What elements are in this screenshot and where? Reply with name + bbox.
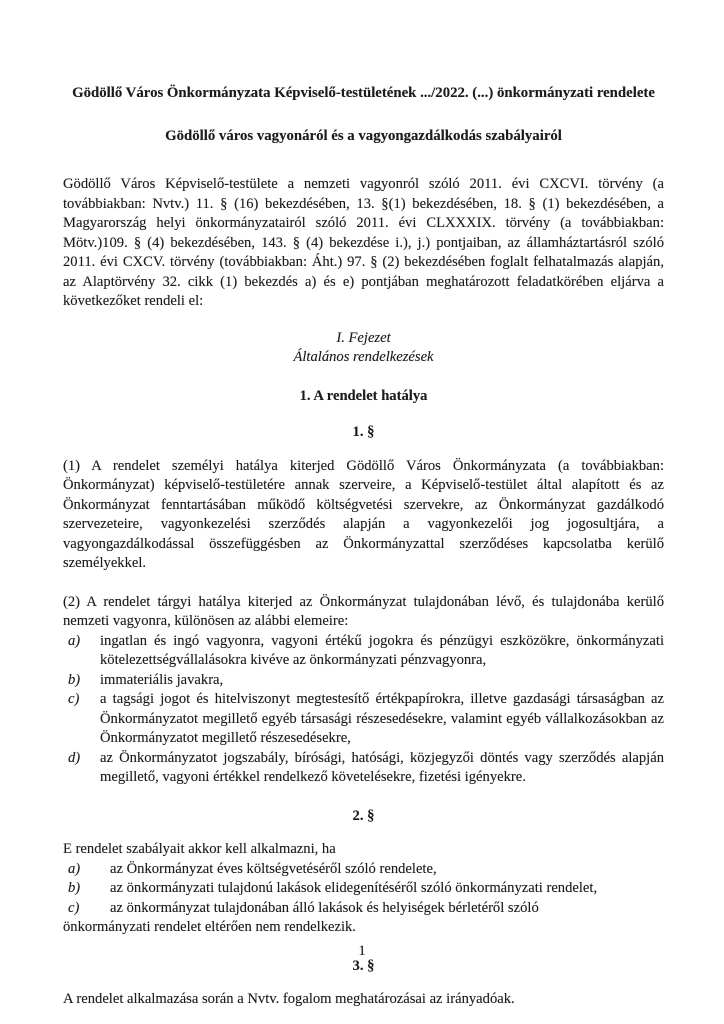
list-item <box>63 899 664 919</box>
list-item <box>63 671 664 691</box>
document-title: Gödöllő Város Önkormányzata Képviselő-testületének .../2022. (...) önkormányzati rendelete <box>72 85 655 101</box>
section-2-heading: 2. § <box>352 807 375 824</box>
list-item-marker: c) <box>68 691 80 707</box>
list-item <box>63 749 664 788</box>
list-item <box>63 860 664 880</box>
section-2-closing: önkormányzati rendelet eltérően nem rendelkezik. <box>63 919 356 935</box>
list-item-marker: b) <box>68 880 81 896</box>
list-item-marker: c) <box>68 899 80 916</box>
section-2-intro: E rendelet szabályait akkor kell alkalmazni, ha <box>63 841 336 857</box>
section-1-paragraph-2-intro: (2) A rendelet tárgyi hatálya kiterjed az Önkormányzat tulajdonában lévő, és tulajdonába kerülő nemzeti vagyonra, különösen az alábbi elemeire: <box>63 593 664 629</box>
chapter-number: I. Fejezet <box>336 329 391 346</box>
list-item <box>63 632 664 671</box>
chapter-heading-block <box>63 329 664 368</box>
list-item-text: az önkormányzati tulajdonú lakások elidegenítéséről szóló önkormányzati rendelet, <box>110 880 598 896</box>
section-1-paragraph-2-list <box>63 632 664 788</box>
list-item-text: a tagsági jogot és hitelviszonyt megtestesítő értékpapírokra, illetve gazdasági társaságban az Önkormányzatot megillető egyéb társasági részesedésekre, valamint egyéb vállalkozásokban az Önkormányzatot megillető részesedésekre, <box>100 691 664 746</box>
list-item-marker: a) <box>68 860 81 877</box>
list-item-text: az önkormányzat tulajdonában álló lakások és helyiségek bérletéről szóló <box>110 899 539 916</box>
list-item-marker: d) <box>68 749 81 766</box>
list-item-marker: a) <box>68 632 81 649</box>
list-item-text: immateriális javakra, <box>100 671 224 688</box>
section-1-paragraph-1: (1) A rendelet személyi hatálya kiterjed Gödöllő Város Önkormányzata (a továbbiakban: Önkormányzat) képviselő-testületére annak szerveire, a Képviselő-testület által alapított és az Önkormányzat fenntartásában működő költségvetési szervekre, az Önkormányzat gazdálkodó szervezeteire, vagyonkezelési szerződés alapján a vagyonkezelői jog jogosultjára, a vagyongazdálkodással összefüggésben az Önkormányzattal szerződéses kapcsolatba kerülő személyekkel. <box>63 457 664 571</box>
page-number: 1 <box>358 942 366 959</box>
section-3-heading: 3. § <box>352 957 375 974</box>
section-group-title: 1. A rendelet hatálya <box>299 387 428 404</box>
list-item-text: az Önkormányzat éves költségvetéséről szóló rendelete, <box>110 860 437 877</box>
preamble-paragraph: Gödöllő Város Képviselő-testülete a nemzeti vagyonról szóló 2011. évi CXCVI. törvény (a továbbiakban: Nvtv.) 11. § (16) bekezdésében, 13. §(1) bekezdésében, 18. § (1) bekezdésében, a Magyarország helyi önkormányzatairól szóló 2011. évi CLXXXIX. törvény (a továbbiakban: Mötv.)109. § (4) bekezdésében, 143. § (4) bekezdése i.), j.) pontjaiban, az államháztartásról szóló 2011. évi CXCV. törvény (továbbiakban: Áht.) 97. § (2) bekezdésében foglalt felhatalmazás alapján, az Alaptörvény 32. cikk (1) bekezdés a) és e) pontjában meghatározott feladatkörében eljárva a következőket rendeli el: <box>63 176 664 309</box>
list-item <box>63 690 664 749</box>
section-2-list <box>63 860 664 919</box>
list-item <box>63 879 664 899</box>
section-3-text: A rendelet alkalmazása során a Nvtv. fogalom meghatározásai az irányadóak. <box>63 991 515 1007</box>
list-item-marker: b) <box>68 671 81 688</box>
section-1-heading: 1. § <box>352 424 375 440</box>
chapter-title: Általános rendelkezések <box>293 349 434 365</box>
list-item-text: az Önkormányzatot jogszabály, bírósági, hatósági, közjegyzői döntés vagy szerződés alapján megillető, vagyoni értékkel rendelkező követelésekre, fizetési igényekre. <box>100 749 664 785</box>
document-subtitle: Gödöllő város vagyonáról és a vagyongazdálkodás szabályairól <box>165 127 562 144</box>
list-item-text: ingatlan és ingó vagyonra, vagyoni értékű jogokra és pénzügyi eszközökre, önkormányzati kötelezettségvállalásokra kivéve az önkormányzati pénzvagyonra, <box>100 632 664 668</box>
